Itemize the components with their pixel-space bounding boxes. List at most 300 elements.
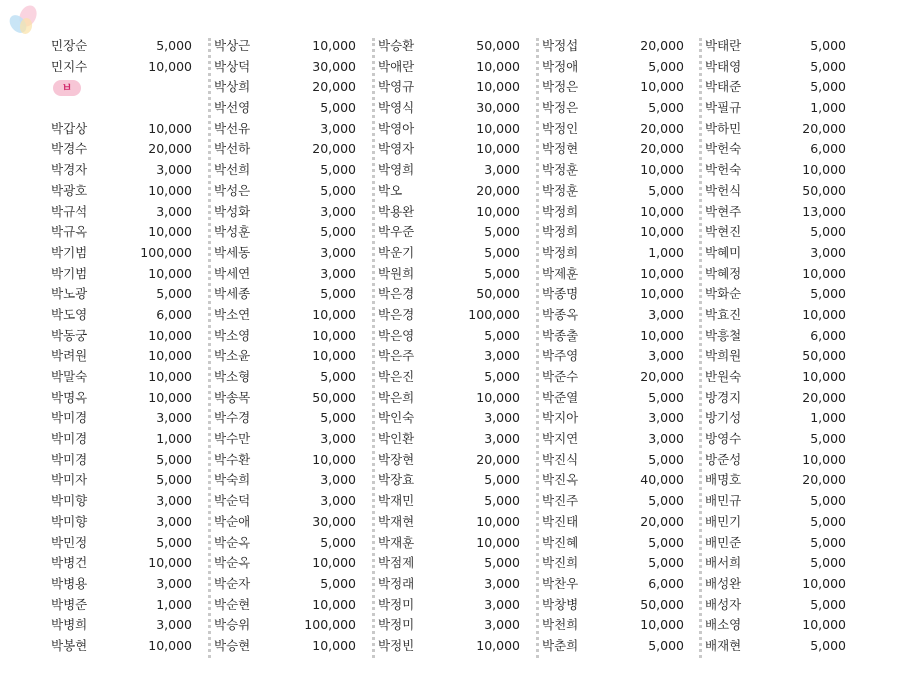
donor-row: [51, 160, 192, 181]
donation-amount: 5,000: [320, 286, 356, 302]
donor-row: [378, 408, 520, 429]
donor-name: 방기성: [705, 410, 742, 426]
donation-amount: 10,000: [312, 306, 356, 322]
donor-row: [214, 139, 356, 160]
donor-row: [542, 470, 684, 491]
donor-name: 민장순: [51, 38, 88, 53]
donor-row: [378, 615, 520, 636]
donor-name: 박미경: [51, 431, 88, 447]
donation-amount: 3,000: [320, 265, 356, 281]
donor-name: 박노광: [51, 286, 88, 302]
donor-row: [51, 181, 192, 202]
donation-amount: 10,000: [640, 286, 684, 302]
donation-amount: 20,000: [802, 472, 846, 488]
donor-name: 박혜미: [705, 244, 742, 260]
donor-row: [378, 491, 520, 512]
donor-name: 박미경: [51, 410, 88, 426]
donation-amount: 5,000: [648, 534, 684, 550]
donor-row: [705, 346, 846, 367]
donation-amount: 5,000: [810, 79, 846, 95]
donor-row: [542, 346, 684, 367]
donor-name: 방준성: [705, 451, 742, 467]
donor-name: 박갑상: [51, 120, 88, 136]
donation-amount: 10,000: [640, 327, 684, 343]
donation-amount: 10,000: [312, 596, 356, 612]
donor-name: 박정빈: [378, 637, 415, 653]
donation-amount: 10,000: [148, 224, 192, 240]
donor-row: [214, 57, 356, 78]
donation-amount: 50,000: [802, 348, 846, 364]
donor-row: [542, 326, 684, 347]
donor-name: 박성은: [214, 182, 251, 198]
donor-name: 박성훈: [214, 224, 251, 240]
donor-name: 박진혜: [542, 534, 579, 550]
donation-amount: 3,000: [484, 575, 520, 591]
donor-name: 박동궁: [51, 327, 88, 343]
donor-name: 박태준: [705, 79, 742, 95]
donor-row: [51, 222, 192, 243]
donation-amount: 3,000: [484, 348, 520, 364]
donor-name: 박민정: [51, 534, 88, 550]
donor-name: 박소영: [214, 327, 251, 343]
donor-row: [51, 264, 192, 285]
donor-row: [51, 36, 192, 57]
donor-row: [542, 243, 684, 264]
donor-row: [378, 533, 520, 554]
donation-amount: 5,000: [484, 493, 520, 509]
donor-name: 박선영: [214, 100, 251, 116]
donation-amount: 10,000: [312, 348, 356, 364]
donation-amount: 3,000: [156, 617, 192, 633]
donor-name: 박봉현: [51, 637, 88, 653]
section-badge: ㅂ: [53, 80, 81, 96]
donor-row: [705, 512, 846, 533]
donor-row: [378, 595, 520, 616]
donor-row: [542, 615, 684, 636]
donation-amount: 1,000: [810, 100, 846, 116]
donor-name: 박상희: [214, 79, 251, 95]
donor-name: 박인숙: [378, 410, 415, 426]
donor-name: 박현주: [705, 203, 742, 219]
donation-amount: 3,000: [648, 306, 684, 322]
donation-amount: 20,000: [312, 79, 356, 95]
donor-row: [705, 222, 846, 243]
donation-amount: 3,000: [156, 203, 192, 219]
donation-amount: 10,000: [802, 451, 846, 467]
donor-row: [378, 181, 520, 202]
donor-name: 박말숙: [51, 369, 88, 384]
donor-row: [378, 305, 520, 326]
donor-row: [705, 388, 846, 409]
donor-row: [214, 388, 356, 409]
donation-amount: 3,000: [320, 472, 356, 488]
donor-row: [378, 574, 520, 595]
donor-name: 박재민: [378, 493, 415, 509]
donation-amount: 10,000: [640, 162, 684, 178]
donor-name: 박승현: [214, 637, 251, 653]
donation-amount: 3,000: [484, 162, 520, 178]
donation-amount: 10,000: [476, 79, 520, 95]
donation-amount: 30,000: [476, 100, 520, 116]
donor-name: 박도영: [51, 306, 88, 322]
donor-row: [214, 181, 356, 202]
donation-amount: 5,000: [484, 327, 520, 343]
donor-row: [705, 533, 846, 554]
donation-amount: 5,000: [484, 555, 520, 571]
donor-name: 박은경: [378, 306, 415, 322]
donor-name: 박순자: [214, 575, 251, 591]
donation-amount: 10,000: [476, 58, 520, 74]
donation-amount: 5,000: [810, 513, 846, 529]
donor-name: 방영수: [705, 431, 742, 447]
donor-name: 박병희: [51, 617, 88, 633]
donor-name: 박진주: [542, 493, 579, 509]
donation-amount: 20,000: [640, 120, 684, 136]
donor-name: 박순옥: [214, 555, 251, 571]
donation-amount: 100,000: [468, 306, 520, 322]
donation-amount: 100,000: [304, 617, 356, 633]
donor-name: 박애란: [378, 58, 415, 74]
donor-name: 박영희: [378, 162, 415, 178]
donation-amount: 5,000: [648, 100, 684, 116]
donation-amount: 40,000: [640, 472, 684, 488]
donation-amount: 5,000: [156, 472, 192, 488]
donor-row: [705, 595, 846, 616]
donation-amount: 1,000: [648, 244, 684, 260]
donor-name: 박병건: [51, 555, 88, 571]
donor-name: 박병용: [51, 575, 88, 591]
donor-name: 박헌식: [705, 182, 742, 198]
donor-row: [705, 615, 846, 636]
donation-amount: 10,000: [476, 534, 520, 550]
donation-amount: 10,000: [312, 38, 356, 53]
donor-row: [378, 77, 520, 98]
donor-name: 박진희: [542, 555, 579, 571]
donor-name: 박순옥: [214, 534, 251, 550]
donation-amount: 10,000: [476, 637, 520, 653]
donation-amount: 3,000: [484, 596, 520, 612]
donor-row: [378, 512, 520, 533]
donor-row: [378, 636, 520, 657]
donation-amount: 6,000: [810, 141, 846, 157]
donation-amount: 5,000: [810, 431, 846, 447]
donation-amount: 5,000: [810, 224, 846, 240]
donor-name: 박광호: [51, 182, 88, 198]
donation-amount: 10,000: [312, 637, 356, 653]
donation-amount: 10,000: [640, 224, 684, 240]
donor-row: [705, 57, 846, 78]
donor-name: 박헌숙: [705, 162, 742, 178]
donor-row: [705, 367, 846, 388]
donor-row: [542, 284, 684, 305]
donor-name: 박화순: [705, 286, 742, 302]
donor-name: 박은주: [378, 348, 415, 364]
donation-amount: 50,000: [640, 596, 684, 612]
donation-amount: 5,000: [810, 58, 846, 74]
donor-row: [51, 202, 192, 223]
donation-amount: 3,000: [484, 431, 520, 447]
donation-amount: 5,000: [320, 162, 356, 178]
donor-name: 박상덕: [214, 58, 251, 74]
donor-name: 박영자: [378, 141, 415, 157]
donor-row: [705, 636, 846, 657]
donation-amount: 20,000: [476, 451, 520, 467]
donor-name: 박정희: [542, 244, 579, 260]
donor-name: 박숙희: [214, 472, 251, 488]
donor-row: [51, 346, 192, 367]
donor-name: 배민규: [705, 493, 742, 509]
donor-name: 박재현: [378, 513, 415, 529]
donation-amount: 5,000: [484, 224, 520, 240]
donor-name: 박규석: [51, 203, 88, 219]
donor-row: [705, 119, 846, 140]
donor-name: 반원숙: [705, 369, 742, 384]
donor-name: 배재현: [705, 637, 742, 653]
donor-row: [51, 119, 192, 140]
section-header: [51, 77, 192, 98]
donor-row: [51, 305, 192, 326]
donor-row: [542, 429, 684, 450]
donor-name: 박정래: [378, 575, 415, 591]
donation-amount: 50,000: [476, 286, 520, 302]
donor-row: [214, 615, 356, 636]
donor-row: [378, 243, 520, 264]
donor-row: [705, 553, 846, 574]
donor-row: [378, 139, 520, 160]
donor-row: [378, 429, 520, 450]
donation-amount: 3,000: [156, 410, 192, 426]
donor-name: 박준열: [542, 389, 579, 405]
donation-amount: 6,000: [156, 306, 192, 322]
donor-row: [51, 408, 192, 429]
donation-amount: 5,000: [484, 369, 520, 384]
donation-amount: 10,000: [148, 369, 192, 384]
donor-row: [378, 346, 520, 367]
donor-row: [378, 326, 520, 347]
donor-name: 박미자: [51, 472, 88, 488]
donation-amount: 5,000: [484, 244, 520, 260]
donation-amount: 5,000: [320, 369, 356, 384]
donor-row: [705, 139, 846, 160]
donor-name: 박종출: [542, 327, 579, 343]
donor-name: 박정은: [542, 100, 579, 116]
donation-amount: 3,000: [484, 617, 520, 633]
donation-amount: 10,000: [640, 265, 684, 281]
donation-amount: 3,000: [320, 120, 356, 136]
donor-row: [378, 450, 520, 471]
donor-row: [542, 222, 684, 243]
donor-row: [214, 326, 356, 347]
donation-amount: 10,000: [802, 369, 846, 384]
donor-name: 박태란: [705, 38, 742, 53]
donor-name: 박진태: [542, 513, 579, 529]
donor-row: [214, 305, 356, 326]
donation-amount: 5,000: [810, 493, 846, 509]
donor-row: [705, 202, 846, 223]
donor-name: 박정훈: [542, 182, 579, 198]
donor-name: 박영아: [378, 120, 415, 136]
donation-amount: 10,000: [640, 79, 684, 95]
donor-name: 박태영: [705, 58, 742, 74]
donor-row: [542, 367, 684, 388]
donor-name: 박정은: [542, 79, 579, 95]
donor-name: 배성완: [705, 575, 742, 591]
donation-amount: 5,000: [320, 182, 356, 198]
donor-row: [705, 326, 846, 347]
donation-amount: 5,000: [648, 555, 684, 571]
donation-amount: 100,000: [140, 244, 192, 260]
donor-name: 박상근: [214, 38, 251, 53]
donor-row: [542, 264, 684, 285]
donor-name: 박종옥: [542, 306, 579, 322]
donor-row: [542, 512, 684, 533]
donor-row: [542, 36, 684, 57]
donation-amount: 5,000: [810, 637, 846, 653]
donor-row: [705, 574, 846, 595]
donor-row: [214, 77, 356, 98]
donor-name: 박종명: [542, 286, 579, 302]
donation-amount: 5,000: [320, 410, 356, 426]
donor-column-4: [542, 36, 684, 666]
donor-name: 박헌숙: [705, 141, 742, 157]
donor-row: [542, 139, 684, 160]
donor-name: 박병준: [51, 596, 88, 612]
donation-amount: 20,000: [802, 120, 846, 136]
donation-amount: 10,000: [148, 637, 192, 653]
donor-name: 박려원: [51, 348, 88, 364]
donor-row: [51, 139, 192, 160]
donation-amount: 50,000: [476, 38, 520, 53]
donor-row: [378, 57, 520, 78]
donation-amount: 10,000: [802, 575, 846, 591]
donor-name: 방경지: [705, 389, 742, 405]
donor-name: 박인환: [378, 431, 415, 447]
donation-amount: 20,000: [640, 513, 684, 529]
donor-row: [214, 450, 356, 471]
donor-row: [542, 450, 684, 471]
donation-amount: 3,000: [648, 431, 684, 447]
donor-row: [214, 470, 356, 491]
donation-amount: 10,000: [148, 120, 192, 136]
donor-name: 박은경: [378, 286, 415, 302]
donor-name: 박정희: [542, 203, 579, 219]
donor-column-5: [705, 36, 846, 666]
donation-amount: 5,000: [156, 534, 192, 550]
donation-amount: 3,000: [320, 244, 356, 260]
donation-amount: 20,000: [640, 369, 684, 384]
donor-row: [214, 243, 356, 264]
donation-amount: 5,000: [156, 451, 192, 467]
donor-name: 박선희: [214, 162, 251, 178]
donation-amount: 3,000: [320, 431, 356, 447]
donor-row: [705, 305, 846, 326]
donation-amount: 10,000: [476, 203, 520, 219]
donor-row: [705, 243, 846, 264]
donor-row: [51, 284, 192, 305]
donation-amount: 30,000: [312, 513, 356, 529]
donor-name: 박정인: [542, 120, 579, 136]
donor-name: 박필규: [705, 100, 742, 116]
donor-row: [705, 77, 846, 98]
donor-row: [705, 429, 846, 450]
donor-row: [378, 36, 520, 57]
donor-name: 박진옥: [542, 472, 579, 488]
donor-name: 박은영: [378, 327, 415, 343]
donor-row: [214, 512, 356, 533]
donor-name: 박순덕: [214, 493, 251, 509]
donation-amount: 10,000: [802, 265, 846, 281]
donor-name: 박흥철: [705, 327, 742, 343]
donor-row: [214, 533, 356, 554]
donor-row: [51, 429, 192, 450]
donor-name: 박성화: [214, 203, 251, 219]
donation-amount: 10,000: [148, 389, 192, 405]
donor-name: 박경자: [51, 162, 88, 178]
donor-row: [705, 408, 846, 429]
donor-row: [542, 491, 684, 512]
donor-name: 박정미: [378, 596, 415, 612]
donor-row: [705, 160, 846, 181]
donor-row: [705, 98, 846, 119]
donor-name: 배명호: [705, 472, 742, 488]
donation-amount: 10,000: [148, 265, 192, 281]
donation-amount: 5,000: [810, 555, 846, 571]
donation-amount: 20,000: [640, 141, 684, 157]
donor-name: 박소윤: [214, 348, 251, 364]
donor-row: [51, 553, 192, 574]
donor-row: [51, 470, 192, 491]
donation-amount: 10,000: [640, 203, 684, 219]
donation-amount: 5,000: [810, 286, 846, 302]
donor-row: [542, 98, 684, 119]
donor-name: 박미향: [51, 513, 88, 529]
donor-row: [51, 533, 192, 554]
donor-name: 박순애: [214, 513, 251, 529]
donor-row: [542, 533, 684, 554]
donor-name: 박승환: [378, 38, 415, 53]
donor-row: [378, 119, 520, 140]
donor-row: [378, 284, 520, 305]
donor-name: 박주영: [542, 348, 579, 364]
donor-name: 박미경: [51, 451, 88, 467]
donor-name: 배성자: [705, 596, 742, 612]
donor-row: [51, 57, 192, 78]
donation-amount: 20,000: [476, 182, 520, 198]
donation-amount: 20,000: [640, 38, 684, 53]
donor-name: 박점제: [378, 555, 415, 571]
donor-name: 박원희: [378, 265, 415, 281]
donation-amount: 10,000: [312, 555, 356, 571]
donor-name: 박기범: [51, 244, 88, 260]
donation-amount: 30,000: [312, 58, 356, 74]
donation-amount: 10,000: [476, 120, 520, 136]
donation-amount: 10,000: [476, 389, 520, 405]
donation-amount: 3,000: [810, 244, 846, 260]
donation-amount: 5,000: [810, 38, 846, 53]
donor-row: [214, 264, 356, 285]
donor-row: [542, 574, 684, 595]
donor-row: [214, 553, 356, 574]
donor-row: [705, 36, 846, 57]
donation-amount: 3,000: [156, 513, 192, 529]
donation-amount: 5,000: [320, 224, 356, 240]
donor-name: 박정현: [542, 141, 579, 157]
donor-row: [542, 57, 684, 78]
donor-row: [51, 636, 192, 657]
donor-row: [51, 595, 192, 616]
donor-name: 박소형: [214, 369, 251, 384]
donation-amount: 5,000: [648, 389, 684, 405]
